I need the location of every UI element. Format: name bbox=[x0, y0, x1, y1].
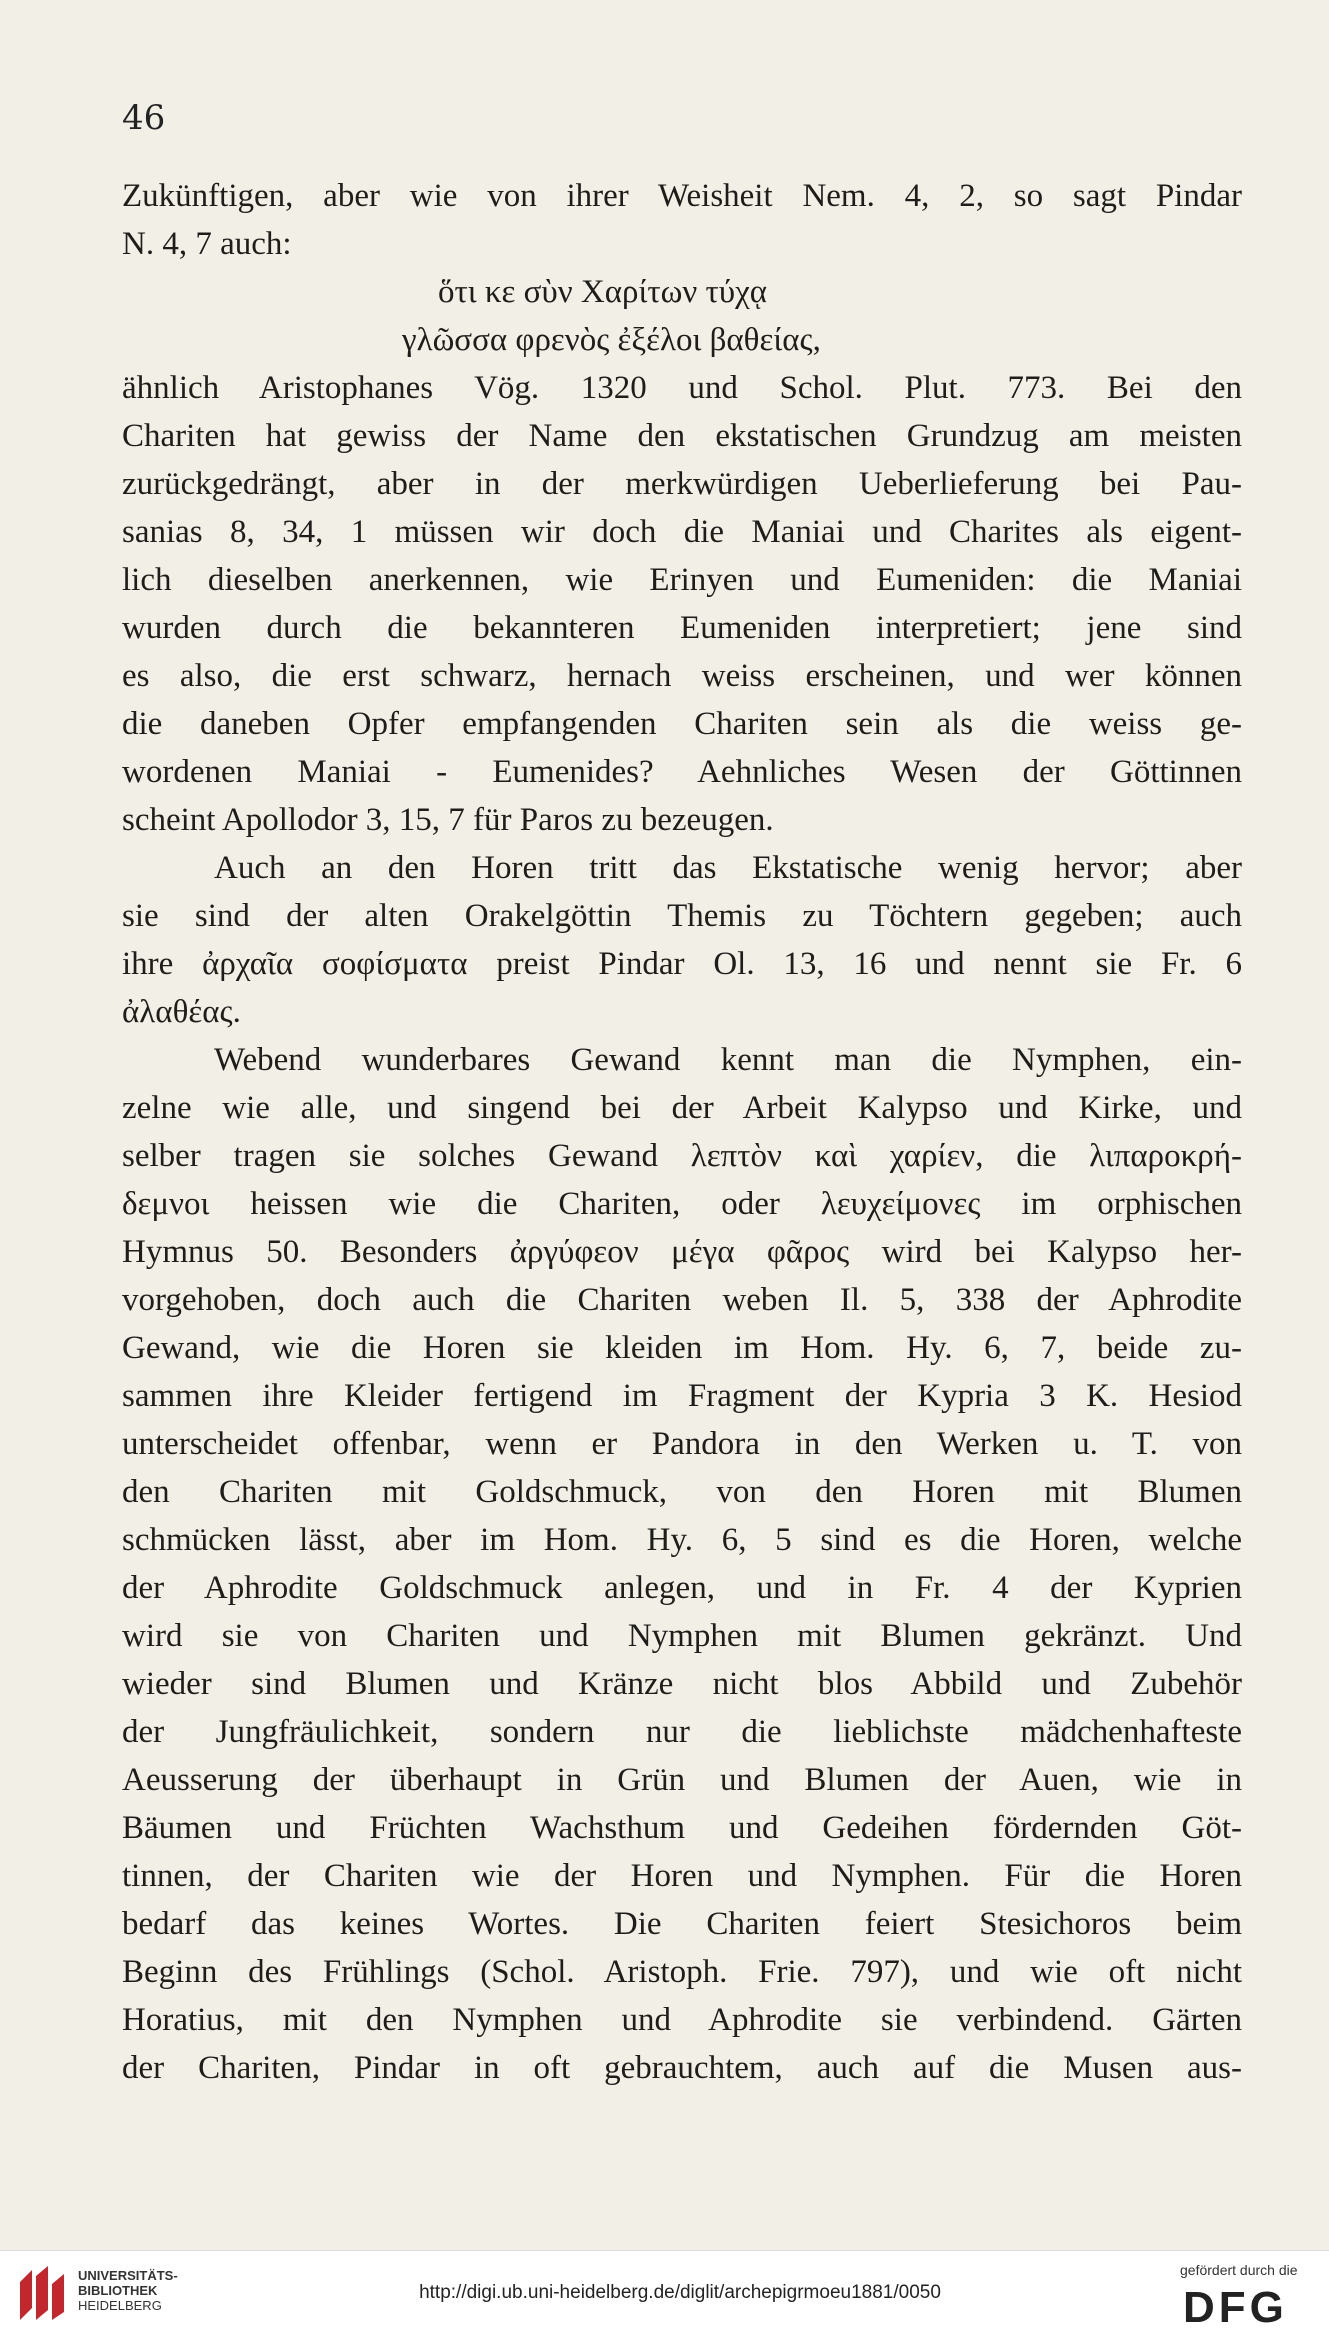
text-line: den Chariten mit Goldschmuck, von den Horen mit Blumen bbox=[122, 1474, 1242, 1510]
text-line: Beginn des Frühlings (Schol. Aristoph. Frie. 797), und wie oft nicht bbox=[122, 1954, 1242, 1990]
text-line: Aeusserung der überhaupt in Grün und Blumen der Auen, wie in bbox=[122, 1762, 1242, 1798]
text-line: sanias 8, 34, 1 müssen wir doch die Maniai und Charites als eigent- bbox=[122, 514, 1242, 550]
text-line: Horatius, mit den Nymphen und Aphrodite sie verbindend. Gärten bbox=[122, 2002, 1242, 2038]
funding-caption: gefördert durch die bbox=[1180, 2262, 1298, 2278]
text-line: ähnlich Aristophanes Vög. 1320 und Schol. Plut. 773. Bei den bbox=[122, 370, 1242, 406]
text-line: wurden durch die bekannteren Eumeniden interpretiert; jene sind bbox=[122, 610, 1242, 646]
greek-quote-line: ὅτι κε σὺν Χαρίτων τύχᾳ bbox=[438, 274, 768, 310]
text-line: Hymnus 50. Besonders ἀργύφεον μέγα φᾶρος wird bei Kalypso her- bbox=[122, 1234, 1242, 1270]
text-line: bedarf das keines Wortes. Die Chariten feiert Stesichoros beim bbox=[122, 1906, 1242, 1942]
text-line: sie sind der alten Orakelgöttin Themis zu Töchtern gegeben; auch bbox=[122, 898, 1242, 934]
body-text bbox=[122, 172, 1242, 2092]
text-line: wieder sind Blumen und Kränze nicht blos Abbild und Zubehör bbox=[122, 1666, 1242, 1702]
library-name-line: BIBLIOTHEK bbox=[78, 2283, 158, 2298]
text-line: schmücken lässt, aber im Hom. Hy. 6, 5 sind es die Horen, welche bbox=[122, 1522, 1242, 1558]
library-name-line: UNIVERSITÄTS- bbox=[78, 2268, 178, 2283]
university-library-logo-icon bbox=[14, 2262, 70, 2326]
text-line: die daneben Opfer empfangenden Chariten sein als die weiss ge- bbox=[122, 706, 1242, 742]
permalink-url[interactable]: http://digi.ub.uni-heidelberg.de/diglit/archepigrmoeu1881/0050 bbox=[419, 2282, 941, 2303]
text-line: wird sie von Chariten und Nymphen mit Blumen gekränzt. Und bbox=[122, 1618, 1242, 1654]
text-line: wordenen Maniai - Eumenides? Aehnliches Wesen der Göttinnen bbox=[122, 754, 1242, 790]
text-line: Zukünftigen, aber wie von ihrer Weisheit Nem. 4, 2, so sagt Pindar bbox=[122, 178, 1242, 214]
text-line: zurückgedrängt, aber in der merkwürdigen Ueberlieferung bei Pau- bbox=[122, 466, 1242, 502]
text-line: N. 4, 7 auch: bbox=[122, 226, 292, 262]
library-name-line: HEIDELBERG bbox=[78, 2298, 162, 2313]
text-line: der Aphrodite Goldschmuck anlegen, und in Fr. 4 der Kyprien bbox=[122, 1570, 1242, 1606]
page-number: 46 bbox=[122, 98, 166, 138]
text-line: ihre ἀρχαῖα σοφίσματα preist Pindar Ol. 13, 16 und nennt sie Fr. 6 bbox=[122, 946, 1242, 982]
text-line: ἀλαθέας. bbox=[122, 994, 241, 1030]
text-line: zelne wie alle, und singend bei der Arbeit Kalypso und Kirke, und bbox=[122, 1090, 1242, 1126]
text-line: δεμνοι heissen wie die Chariten, oder λευχείμονες im orphischen bbox=[122, 1186, 1242, 1222]
greek-quote-line: γλῶσσα φρενὸς ἐξέλοι βαθείας, bbox=[402, 322, 821, 358]
text-line: der Jungfräulichkeit, sondern nur die lieblichste mädchenhafteste bbox=[122, 1714, 1242, 1750]
dfg-logo: DFG bbox=[1183, 2283, 1288, 2332]
text-line: Auch an den Horen tritt das Ekstatische wenig hervor; aber bbox=[214, 850, 1242, 886]
text-line: Gewand, wie die Horen sie kleiden im Hom. Hy. 6, 7, beide zu- bbox=[122, 1330, 1242, 1366]
text-line: scheint Apollodor 3, 15, 7 für Paros zu bezeugen. bbox=[122, 802, 774, 838]
library-name bbox=[78, 2268, 178, 2313]
text-line: vorgehoben, doch auch die Chariten weben Il. 5, 338 der Aphrodite bbox=[122, 1282, 1242, 1318]
text-line: tinnen, der Chariten wie der Horen und Nymphen. Für die Horen bbox=[122, 1858, 1242, 1894]
text-line: lich dieselben anerkennen, wie Erinyen und Eumeniden: die Maniai bbox=[122, 562, 1242, 598]
text-line: unterscheidet offenbar, wenn er Pandora in den Werken u. T. von bbox=[122, 1426, 1242, 1462]
text-line: Webend wunderbares Gewand kennt man die Nymphen, ein- bbox=[214, 1042, 1242, 1078]
text-line: Bäumen und Früchten Wachsthum und Gedeihen fördernden Göt- bbox=[122, 1810, 1242, 1846]
text-line: selber tragen sie solches Gewand λεπτὸν καὶ χαρίεν, die λιπαροκρή- bbox=[122, 1138, 1242, 1174]
text-line: Chariten hat gewiss der Name den ekstatischen Grundzug am meisten bbox=[122, 418, 1242, 454]
text-line: sammen ihre Kleider fertigend im Fragment der Kypria 3 K. Hesiod bbox=[122, 1378, 1242, 1414]
text-line: es also, die erst schwarz, hernach weiss erscheinen, und wer können bbox=[122, 658, 1242, 694]
text-line: der Chariten, Pindar in oft gebrauchtem, auch auf die Musen aus- bbox=[122, 2050, 1242, 2086]
